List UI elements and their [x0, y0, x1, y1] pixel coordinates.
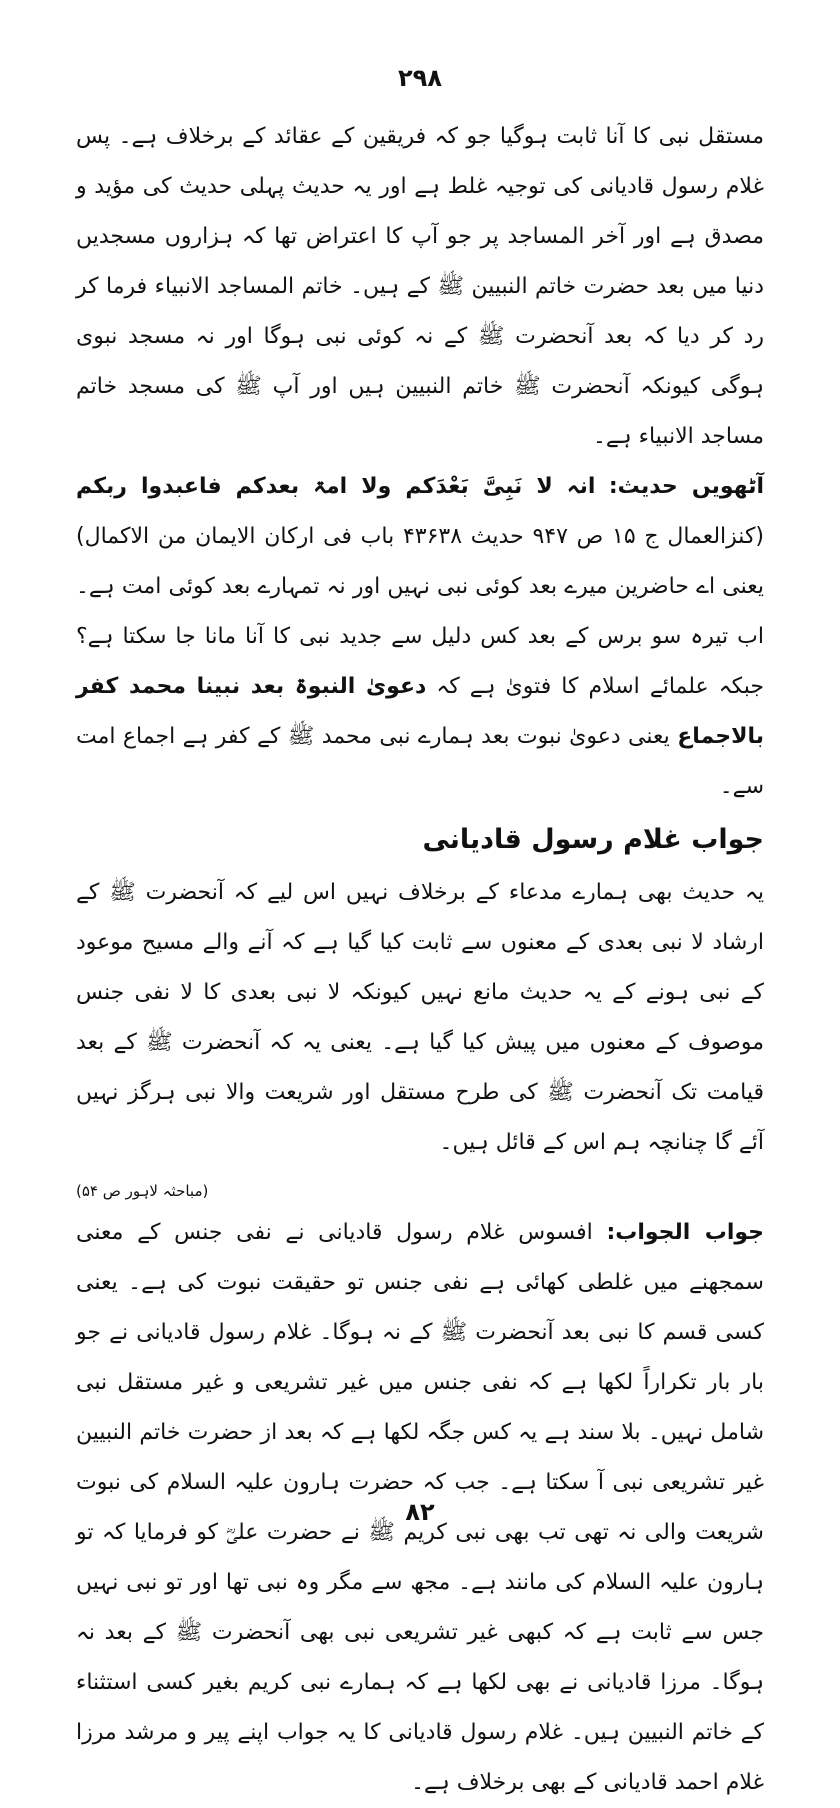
- rebuttal-text: افسوس غلام رسول قادیانی نے نفی جنس کے معنی سمجھنے میں غلطی کھائی ہے نفی جنس تو حقیقت نبوت کی ہے۔ یعنی کسی قسم کا نبی بعد آنحضرت ﷺ کے نہ ہوگا۔ غلام رسول قادیانی نے جو بار بار تکراراً لکھا ہے کہ نفی جنس میں غیر تشریعی و غیر مستقل نبی شامل نہیں۔ بلا سند ہے یہ کس جگہ لکھا ہے کہ بعد از حضرت خاتم النبیین غیر تشریعی نبی آ سکتا ہے۔ جب کہ حضرت ہارون علیہ السلام کی نبوت شریعت والی نہ تھی تب بھی نبی کریم ﷺ نے حضرت علیؓ کو فرمایا کہ تو ہارون علیہ السلام کی مانند ہے۔ مجھ سے مگر وہ نبی تھا اور تو نبی نہیں جس سے ثابت ہے کہ کبھی غیر تشریعی نبی بھی آنحضرت ﷺ کے بعد نہ ہوگا۔ مرزا قادیانی نے بھی لکھا ہے کہ ہمارے نبی کریم بغیر کسی استثناء کے خاتم النبیین ہیں۔ غلام رسول قادیانی کا یہ جواب اپنے پیر و مرشد مرزا غلام احمد قادیانی کے بھی برخلاف ہے۔: [76, 1220, 764, 1795]
- eighth-hadith-arabic: انہ لا نَبِیَّ بَعْدَکم ولا امۃ بعدکم فاعبدوا ربکم: [76, 474, 596, 499]
- rebuttal-label: جواب الجواب:: [606, 1220, 765, 1245]
- eighth-hadith-text: (کنزالعمال ج ۱۵ ص ۹۴۷ حدیث ۴۳۶۳۸ باب فی ارکان الایمان من الاکمال) یعنی اے حاضرین میرے بعد کوئی نبی نہیں اور نہ تمہارے بعد کوئی امت ہے۔ اب تیرہ سو برس کے بعد کس دلیل سے جدید نبی کا آنا مانا جا سکتا ہے؟ جبکہ علمائے اسلام کا فتویٰ ہے کہ: [76, 524, 765, 699]
- fatwa-translation: یعنی دعویٰ نبوت بعد ہمارے نبی محمد ﷺ کے کفر ہے اجماع امت سے۔: [76, 724, 764, 799]
- paragraph-answer: یہ حدیث بھی ہمارے مدعاء کے برخلاف نہیں اس لیے کہ آنحضرت ﷺ کے ارشاد لا نبی بعدی کے معنوں سے ثابت کیا گیا ہے کہ آنے والے مسیح موعود کے نبی ہونے کے یہ حدیث مانع نہیں کیونکہ لا نبی بعدی کا لا نفی جنس موصوف کے معنوں میں پیش کیا گیا ہے۔ یعنی یہ کہ آنحضرت ﷺ کے بعد قیامت تک آنحضرت ﷺ کی طرح مستقل اور شریعت والا نبی ہرگز نہیں آئے گا چنانچہ ہم اس کے قائل ہیں۔: [76, 880, 764, 1155]
- section-heading-answer: جواب غلام رسول قادیانی: [422, 824, 764, 855]
- paragraph-eighth-hadith: [76, 462, 764, 812]
- paragraph-continuation: مستقل نبی کا آنا ثابت ہوگیا جو کہ فریقین کے عقائد کے برخلاف ہے۔ پس غلام رسول قادیانی کی توجیہ غلط ہے اور یہ حدیث پہلی حدیث کی مؤید و مصدق ہے اور آخر المساجد پر جو آپ کا اعتراض تھا کہ ہزاروں مسجدیں دنیا میں بعد حضرت خاتم النبیین ﷺ کے ہیں۔ خاتم المساجد الانبیاء فرما کر رد کر دیا کہ بعد آنحضرت ﷺ کے نہ کوئی نبی ہوگا اور نہ مسجد نبوی ہوگی کیونکہ آنحضرت ﷺ خاتم النبیین ہیں اور آپ ﷺ کی مسجد خاتم مساجد الانبیاء ہے۔: [76, 124, 764, 449]
- page-number-bottom: ۸۲: [405, 1498, 435, 1526]
- reference-citation: (مباحثہ لاہور ص ۵۴): [76, 1182, 209, 1200]
- eighth-hadith-label: آٹھویں حدیث:: [608, 474, 764, 499]
- page-number-top: ۲۹۸: [398, 64, 442, 92]
- fatwa-arabic: دعویٰ النبوۃ بعد نبینا محمد کفر بالاجماع: [76, 674, 764, 749]
